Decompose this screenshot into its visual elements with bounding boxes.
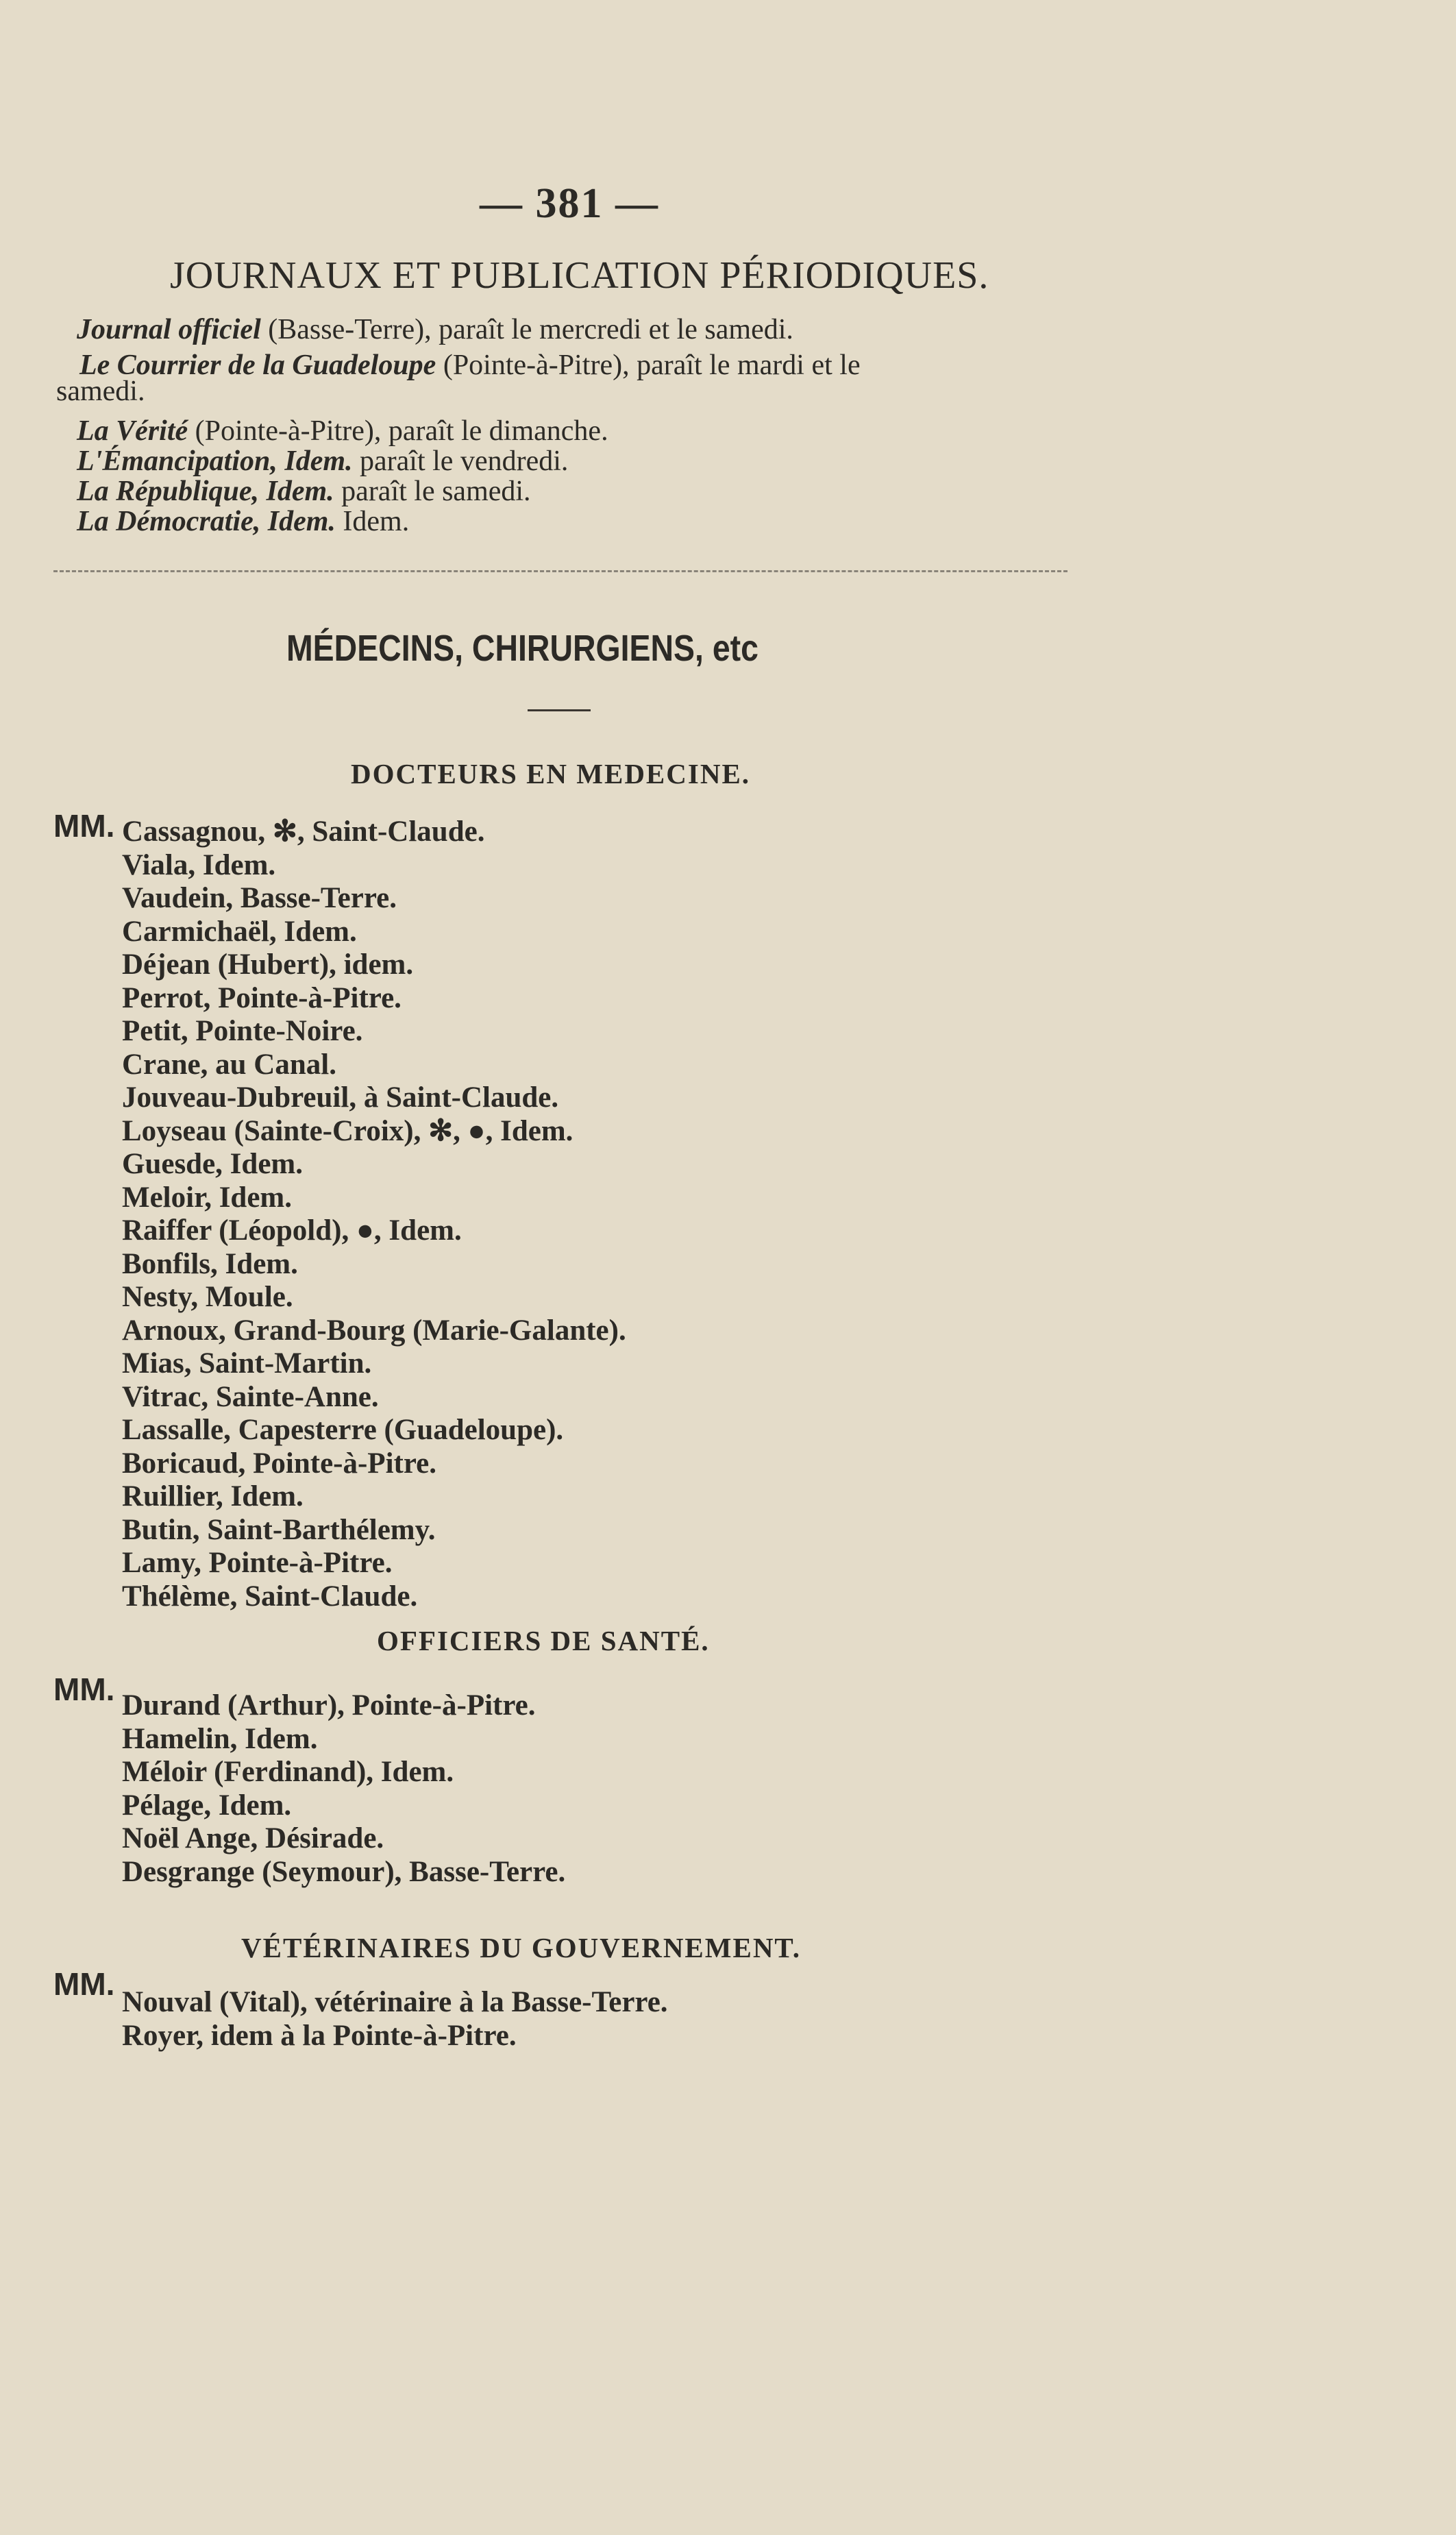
list-item: Nesty, Moule. <box>122 1281 293 1313</box>
list-item: Royer, idem à la Pointe-à-Pitre. <box>122 2019 517 2052</box>
subsection-title-docteurs: DOCTEURS EN MEDECINE. <box>351 758 751 789</box>
list-item: Thélème, Saint-Claude. <box>122 1580 418 1613</box>
journal-line: Le Courrier de la Guadeloupe (Pointe-à-Pitre), paraît le mardi et le <box>79 350 861 381</box>
mm-prefix-veterinaires: MM. <box>53 1966 115 2002</box>
list-item: Pélage, Idem. <box>122 1789 292 1822</box>
list-item: Carmichaël, Idem. <box>122 915 357 948</box>
list-item: Boricaud, Pointe-à-Pitre. <box>122 1447 436 1480</box>
subsection-title-officiers: OFFICIERS DE SANTÉ. <box>377 1625 710 1656</box>
list-item: Raiffer (Léopold), ●, Idem. <box>122 1214 462 1247</box>
journal-line: La Vérité (Pointe-à-Pitre), paraît le dimanche. <box>77 415 608 447</box>
list-item: Crane, au Canal. <box>122 1048 336 1081</box>
list-item: Durand (Arthur), Pointe-à-Pitre. <box>122 1689 536 1722</box>
docteurs-list <box>122 816 626 1613</box>
journal-line: L'Émancipation, Idem. paraît le vendredi. <box>77 445 569 477</box>
section-title-journaux: JOURNAUX ET PUBLICATION PÉRIODIQUES. <box>170 254 989 297</box>
list-item: Loyseau (Sainte-Croix), ✻, ●, Idem. <box>122 1114 573 1147</box>
page-number: — 381 — <box>480 180 659 227</box>
dashed-divider <box>53 570 1068 572</box>
list-item: Mias, Saint-Martin. <box>122 1347 372 1380</box>
journal-line: samedi. <box>56 376 145 407</box>
list-item: Cassagnou, ✻, Saint-Claude. <box>122 816 485 848</box>
list-item: Lamy, Pointe-à-Pitre. <box>122 1547 393 1579</box>
list-item: Viala, Idem. <box>122 848 276 881</box>
list-item: Vitrac, Sainte-Anne. <box>122 1380 379 1413</box>
list-item: Butin, Saint-Barthélemy. <box>122 1513 436 1546</box>
section-title-medecins: MÉDECINS, CHIRURGIENS, etc <box>286 628 758 669</box>
list-item: Petit, Pointe-Noire. <box>122 1015 363 1047</box>
journal-line: La Démocratie, Idem. Idem. <box>77 506 410 537</box>
list-item: Meloir, Idem. <box>122 1181 293 1214</box>
journal-line: La République, Idem. paraît le samedi. <box>77 476 531 507</box>
mm-prefix-officiers: MM. <box>53 1671 115 1707</box>
list-item: Noël Ange, Désirade. <box>122 1822 384 1854</box>
veterinaires-list <box>122 1986 668 2053</box>
journal-line: Journal officiel (Basse-Terre), paraît le mercredi et le samedi. <box>77 314 793 345</box>
subsection-title-veterinaires: VÉTÉRINAIRES DU GOUVERNEMENT. <box>241 1932 801 1963</box>
journaux-list <box>56 312 1091 539</box>
list-item: Guesde, Idem. <box>122 1148 303 1180</box>
list-item: Lassalle, Capesterre (Guadeloupe). <box>122 1414 564 1446</box>
list-item: Vaudein, Basse-Terre. <box>122 882 397 914</box>
list-item: Ruillier, Idem. <box>122 1480 304 1513</box>
list-item: Perrot, Pointe-à-Pitre. <box>122 981 402 1014</box>
list-item: Hamelin, Idem. <box>122 1722 318 1755</box>
mm-prefix-docteurs: MM. <box>53 808 115 844</box>
list-item: Nouval (Vital), vétérinaire à la Basse-Terre. <box>122 1986 668 2018</box>
list-item: Méloir (Ferdinand), Idem. <box>122 1756 454 1788</box>
list-item: Arnoux, Grand-Bourg (Marie-Galante). <box>122 1314 626 1347</box>
list-item: Jouveau-Dubreuil, à Saint-Claude. <box>122 1081 559 1114</box>
list-item: Desgrange (Seymour), Basse-Terre. <box>122 1855 566 1888</box>
list-item: Déjean (Hubert), idem. <box>122 948 414 981</box>
officiers-list <box>122 1689 565 1889</box>
list-item: Bonfils, Idem. <box>122 1247 298 1280</box>
short-divider <box>528 709 591 711</box>
